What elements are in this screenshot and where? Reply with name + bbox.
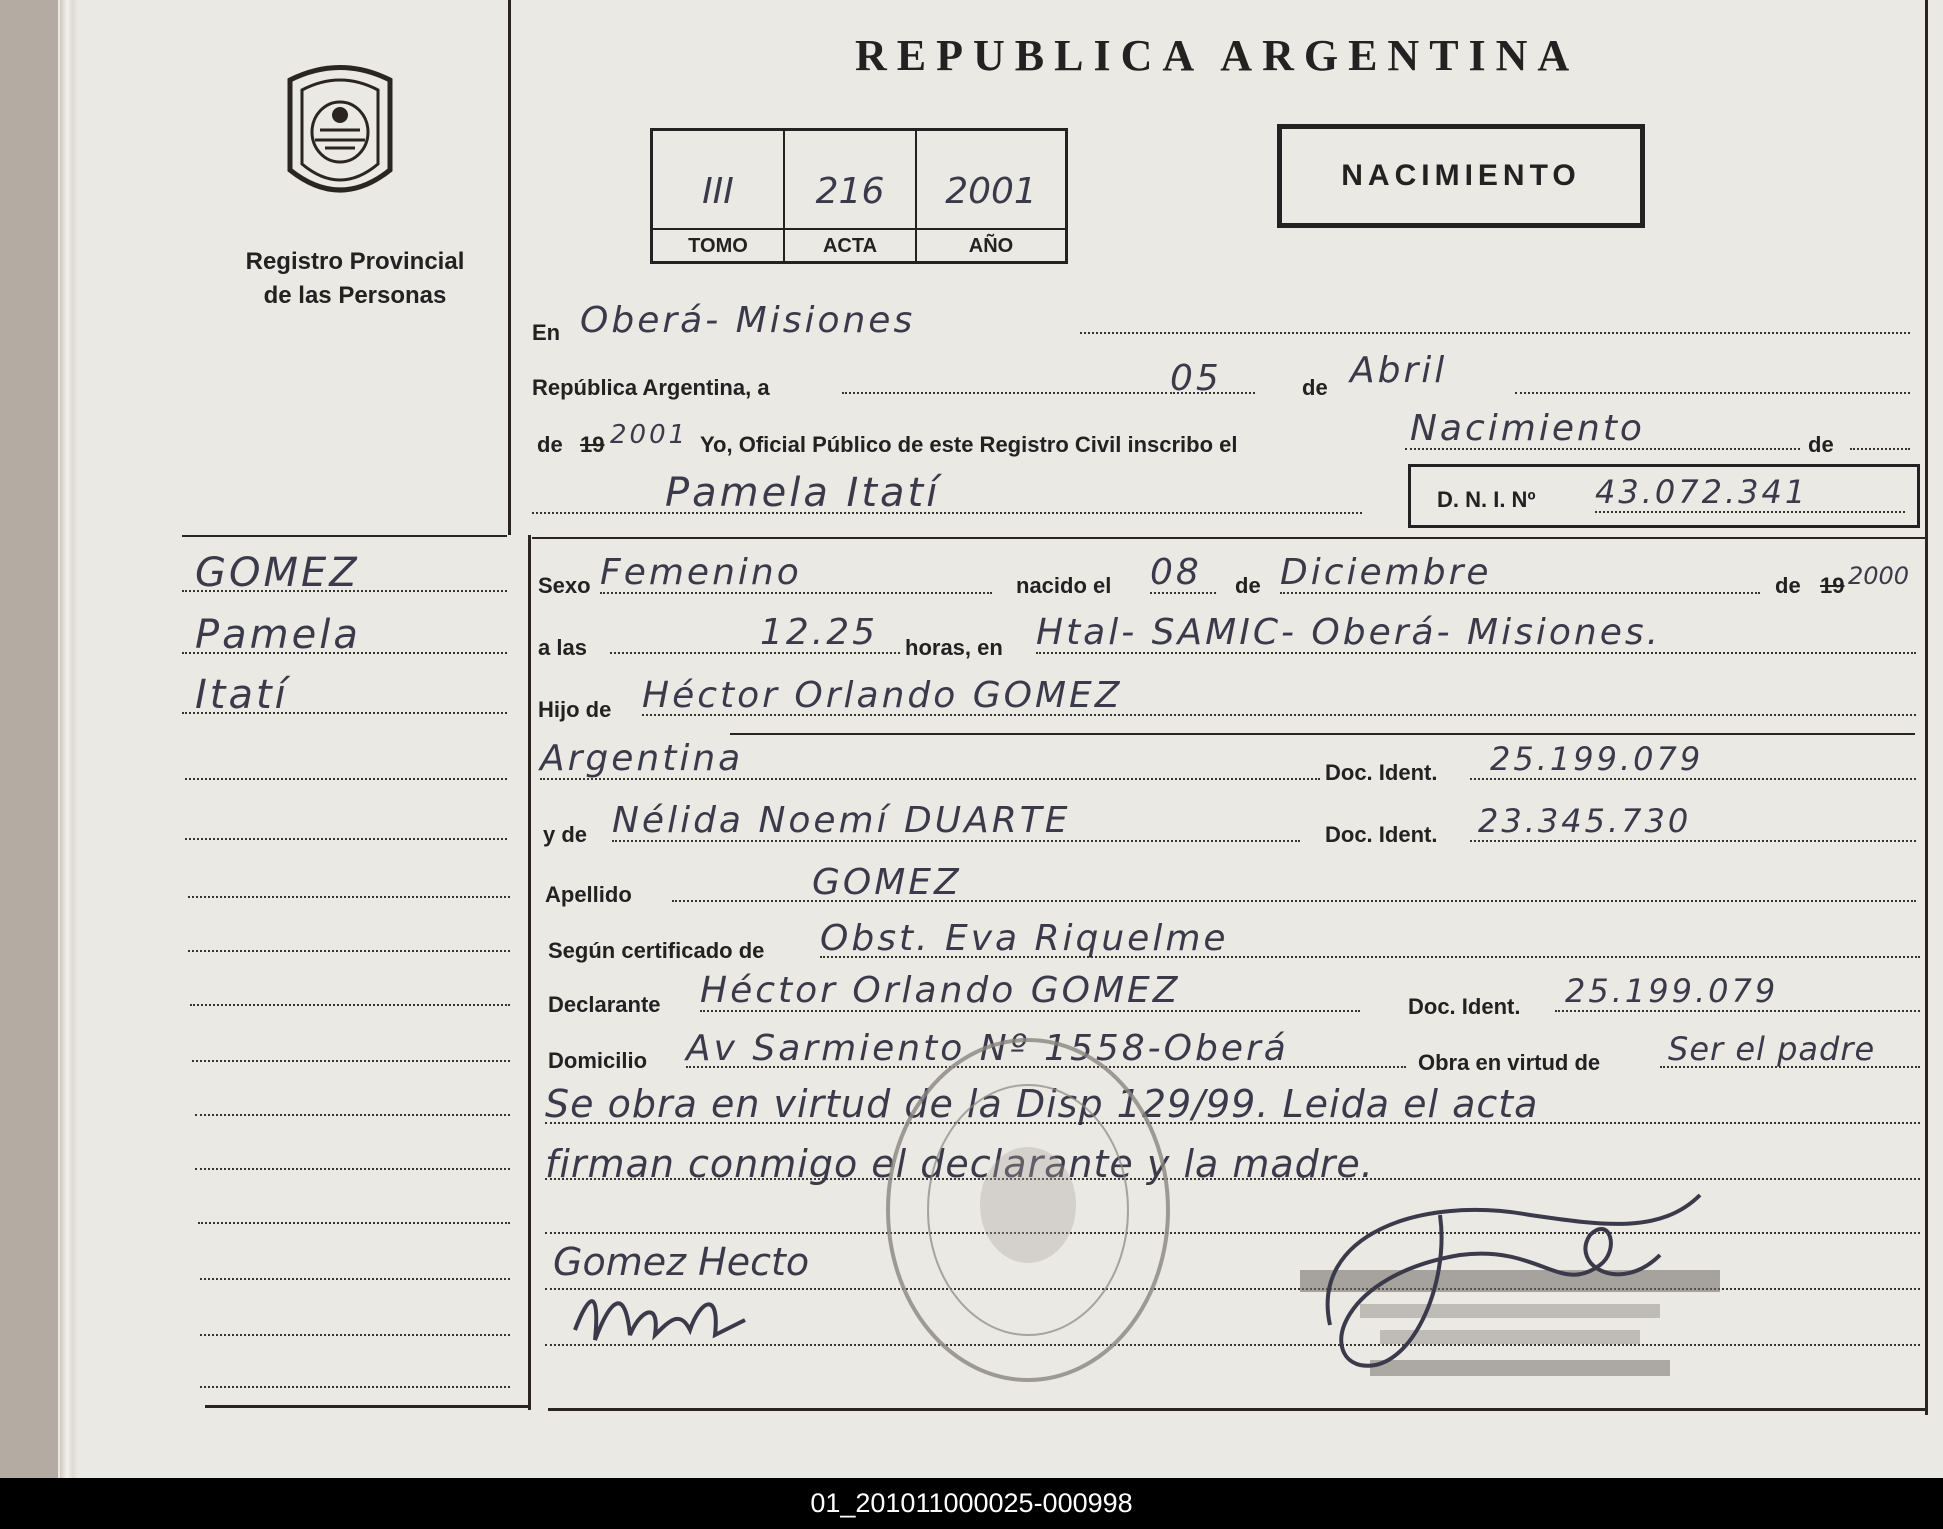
image-caption: 01_201011000025-000998 (0, 1478, 1943, 1529)
label-republica-a: República Argentina, a (532, 375, 770, 400)
label-de-anio: de (1775, 573, 1801, 598)
label-dni: D. N. I. Nº (1437, 487, 1536, 512)
observation-line-1: Se obra en virtud de la Disp 129/99. Leida el acta (545, 1082, 1539, 1126)
label-apellido: Apellido (545, 882, 632, 907)
fill-line (182, 652, 507, 654)
fill-line (610, 652, 900, 654)
declarant-doc-value: 25.199.079 (1565, 972, 1779, 1010)
child-name-value: Pamela Itatí (665, 470, 941, 516)
fill-line (1080, 332, 1910, 334)
birth-month-value: Diciembre (1280, 552, 1492, 593)
label-doc-ident-father: Doc. Ident. (1325, 760, 1438, 785)
fill-line (1280, 592, 1760, 594)
fill-line (1150, 592, 1216, 594)
place-value: Oberá- Misiones (580, 300, 916, 341)
fill-line (1660, 1066, 1920, 1068)
ano-value: 2001 (945, 171, 1037, 212)
fill-line (540, 778, 1320, 780)
fill-line (700, 1010, 1360, 1012)
fill-line (185, 778, 507, 780)
label-declarante: Declarante (548, 992, 661, 1017)
fill-line (185, 838, 507, 840)
label-a-las: a las (538, 635, 587, 660)
day-value: 05 (1170, 358, 1222, 399)
fill-line (182, 590, 507, 592)
official-stamp-icon (878, 1015, 1198, 1415)
label-de-mes: de (1235, 573, 1261, 598)
fill-line (1850, 448, 1910, 450)
address-value: Av Sarmiento Nº 1558-Oberá (686, 1028, 1289, 1069)
dni-value: 43.072.341 (1595, 473, 1809, 511)
mother-signature-icon (570, 1280, 750, 1350)
tomo-value: III (702, 171, 734, 212)
label-domicilio: Domicilio (548, 1048, 648, 1073)
label-nacido-el: nacido el (1016, 573, 1112, 598)
provincial-seal-icon (270, 60, 410, 210)
fill-line (200, 1386, 510, 1388)
father-name-value: Héctor Orlando GOMEZ (642, 675, 1123, 716)
row-rule (730, 733, 1915, 735)
acta-value: 216 (815, 171, 885, 212)
label-doc-ident-declarant: Doc. Ident. (1408, 994, 1521, 1019)
label-doc-ident-mother: Doc. Ident. (1325, 822, 1438, 847)
label-de-end: de (1808, 432, 1834, 457)
label-obra-en-virtud: Obra en virtud de (1418, 1050, 1601, 1075)
fill-line (1555, 1010, 1920, 1012)
fill-line (1595, 511, 1905, 513)
fill-line (1405, 448, 1800, 450)
margin-bottom-rule (205, 1405, 530, 1408)
birth-day-value: 08 (1150, 552, 1202, 593)
declarant-value: Héctor Orlando GOMEZ (700, 970, 1181, 1011)
right-border (1925, 0, 1928, 1415)
registry-name-line2: de las Personas (263, 282, 447, 309)
act-type-box: NACIMIENTO (1277, 124, 1645, 228)
fill-line (192, 1060, 510, 1062)
fill-line (182, 712, 507, 714)
fill-line (195, 1114, 510, 1116)
fill-line (1470, 840, 1916, 842)
page-edge (60, 0, 78, 1478)
label-de: de (1302, 375, 1328, 400)
year-value: 2001 (610, 420, 689, 450)
tomo-label: TOMO (653, 228, 783, 263)
column-divider-bottom (528, 535, 531, 1410)
label-hijo-de: Hijo de (538, 697, 612, 722)
fill-line (545, 1122, 1920, 1124)
fill-line (672, 900, 1916, 902)
act-value: Nacimiento (1410, 408, 1645, 449)
tomo-cell (653, 131, 785, 261)
acta-label: ACTA (785, 228, 915, 263)
fill-line (200, 1334, 510, 1336)
fill-line (842, 392, 1167, 394)
fill-line (1470, 778, 1916, 780)
printed-19: 19 (580, 432, 605, 457)
margin-rule (182, 535, 507, 537)
fill-line (600, 592, 992, 594)
fill-line (200, 1278, 510, 1280)
printed-19-birth: 19 (1820, 573, 1845, 598)
fill-line (1036, 652, 1916, 654)
observation-line-2: firman conmigo el declarante y la madre. (545, 1142, 1374, 1186)
margin-second-name: Itatí (195, 672, 289, 718)
birth-place-value: Htal- SAMIC- Oberá- Misiones. (1036, 612, 1662, 653)
declarant-signature: Gomez Hecto (553, 1240, 810, 1284)
ano-label: AÑO (917, 228, 1065, 263)
fill-line (1170, 392, 1255, 394)
certificate-value: Obst. Eva Riquelme (820, 918, 1229, 959)
fill-line (188, 896, 510, 898)
fill-line (195, 1168, 510, 1170)
fill-line (642, 714, 1916, 716)
fill-line (532, 512, 1362, 514)
registry-name (200, 245, 510, 313)
label-horas-en: horas, en (905, 635, 1003, 660)
label-en: En (532, 320, 561, 345)
surname-value: GOMEZ (812, 862, 962, 903)
bottom-rule (548, 1408, 1926, 1411)
dni-box (1408, 464, 1920, 528)
sex-value: Femenino (600, 552, 802, 593)
label-segun-certificado: Según certificado de (548, 938, 765, 963)
father-nationality-value: Argentina (540, 738, 744, 779)
registry-name-line1: Registro Provincial (245, 248, 465, 275)
birth-year-value: 2000 (1848, 562, 1910, 590)
fill-line (188, 950, 510, 952)
month-value: Abril (1350, 350, 1448, 391)
label-yo-oficial: Yo, Oficial Público de este Registro Civil inscribo el (700, 432, 1238, 457)
margin-surname: GOMEZ (195, 550, 360, 596)
officer-signature-icon (1300, 1175, 1720, 1395)
label-y-de: y de (543, 822, 588, 847)
fill-line (612, 840, 1300, 842)
reason-value: Ser el padre (1668, 1030, 1876, 1068)
hour-value: 12.25 (760, 612, 879, 653)
fill-line (820, 956, 1920, 958)
father-doc-value: 25.199.079 (1490, 740, 1704, 778)
section-rule (532, 537, 1927, 539)
fill-line (190, 1004, 510, 1006)
mother-name-value: Nélida Noemí DUARTE (612, 800, 1071, 841)
register-box (650, 128, 1068, 264)
label-de-year: de (537, 432, 563, 457)
ano-cell (917, 131, 1065, 261)
label-sexo: Sexo (538, 573, 591, 598)
acta-cell (785, 131, 917, 261)
country-title: REPUBLICA ARGENTINA (855, 31, 1580, 80)
fill-line (198, 1222, 510, 1224)
mother-doc-value: 23.345.730 (1478, 802, 1692, 840)
fill-line (1515, 392, 1910, 394)
margin-first-name: Pamela (195, 612, 361, 658)
